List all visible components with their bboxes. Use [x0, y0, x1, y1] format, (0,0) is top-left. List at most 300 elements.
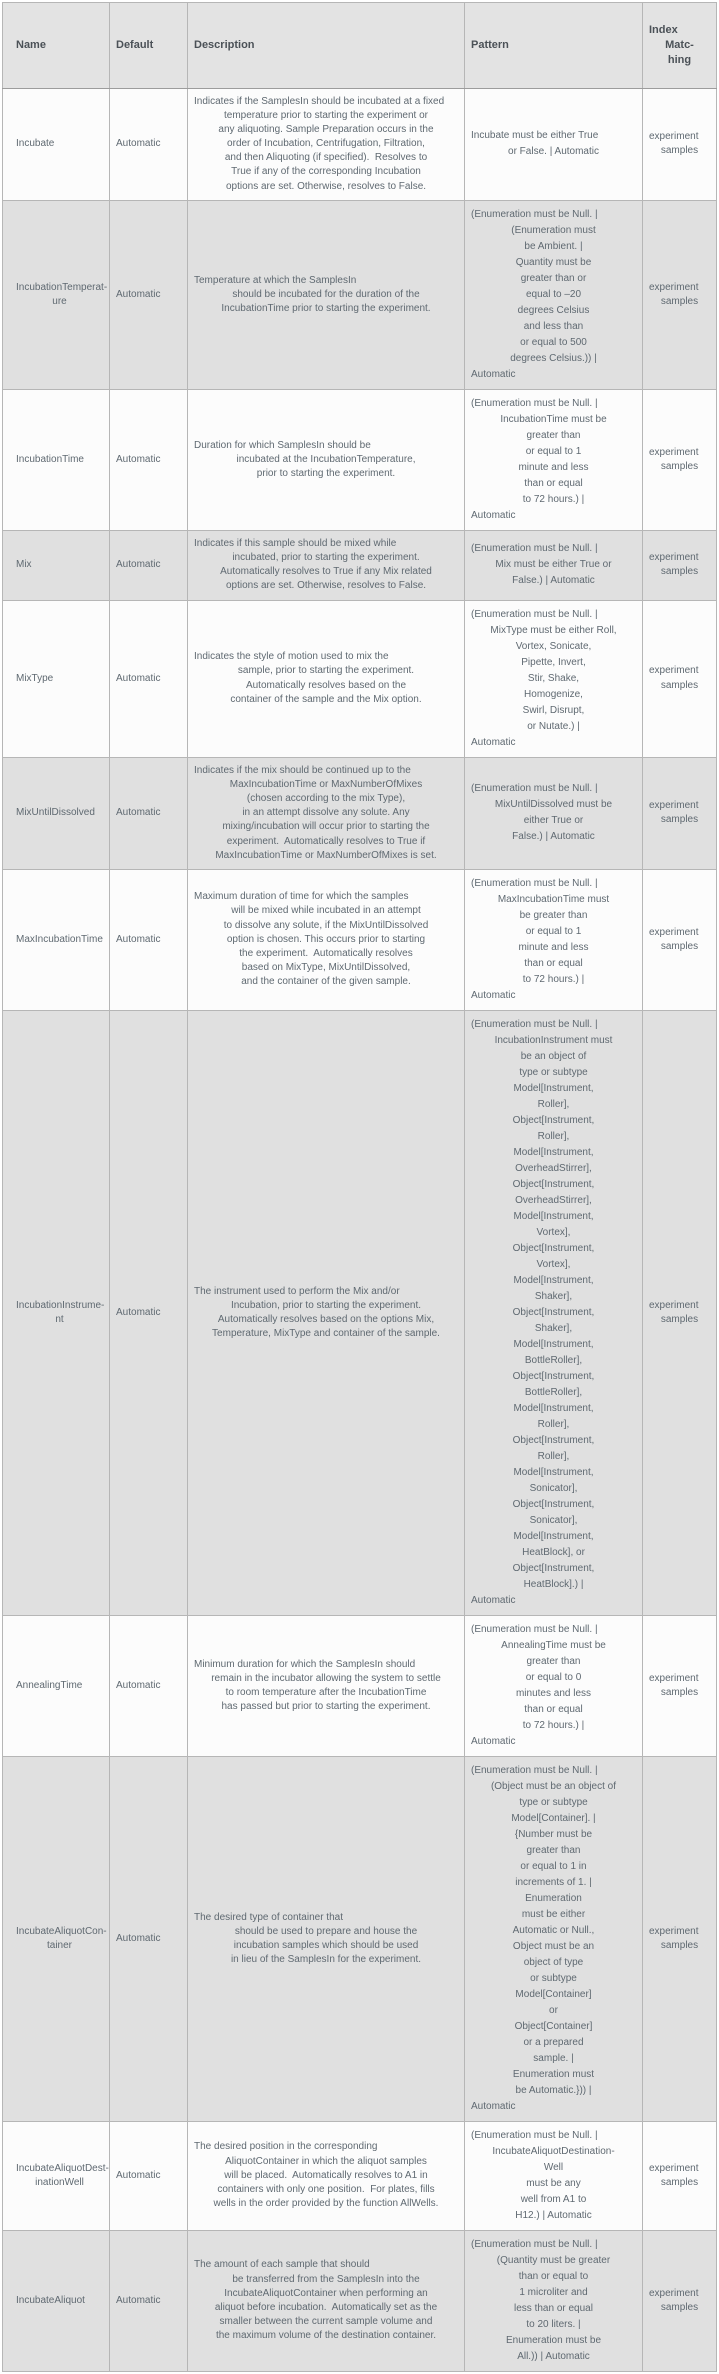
text-line: Roller],: [537, 1130, 570, 1142]
header-pattern: [465, 3, 643, 89]
text-line: Automatic: [471, 2100, 516, 2112]
header-name: [3, 3, 110, 89]
text-line: Automatic: [471, 1735, 516, 1747]
text-line: Automatic: [116, 1932, 161, 1944]
text-line: container of the sample and the Mix option.: [230, 693, 422, 705]
description-cell: [188, 88, 465, 200]
table-row: [3, 88, 717, 200]
text-line: or equal to 1 in: [520, 1860, 587, 1872]
text-line: experiment: [649, 2162, 699, 2174]
text-line: tainer: [46, 1939, 72, 1951]
text-line: Model[Instrument,: [513, 1210, 594, 1222]
text-line: than or equal: [524, 477, 583, 489]
text-line: Enumeration must be: [505, 2334, 602, 2346]
text-line: be an object of: [520, 1050, 587, 1062]
table-body: [3, 88, 717, 2371]
text-line: Object[Instrument,: [512, 1306, 595, 1318]
text-line: Sonicator],: [529, 1482, 578, 1494]
text-line: object of type: [523, 1956, 584, 1968]
text-line: BottleRoller],: [524, 1354, 583, 1366]
text-line: be Automatic.})) |: [515, 2084, 592, 2096]
text-line: to dissolve any solute, if the MixUntilDissolved: [223, 919, 429, 931]
description-cell: [188, 1010, 465, 1615]
text-line: Automatic: [471, 368, 516, 380]
text-line: MaxIncubationTime: [16, 933, 103, 945]
index-matching-cell: [643, 200, 717, 389]
text-line: any aliquoting. Sample Preparation occurs in the: [218, 123, 434, 135]
text-line: degrees Celsius.)) |: [510, 352, 597, 364]
text-line: experiment: [649, 1672, 699, 1684]
index-matching-cell: [643, 1010, 717, 1615]
text-line: the experiment. Automatically resolves: [239, 948, 413, 959]
text-line: Automatic: [116, 453, 161, 465]
option-name-cell: [3, 1615, 110, 1756]
text-line: sample, prior to starting the experiment.: [237, 665, 415, 677]
text-line: The desired position in the corresponding: [194, 2141, 378, 2153]
text-line: Model[Instrument,: [513, 1530, 594, 1542]
text-line: Stir, Shake,: [527, 672, 580, 684]
text-line: Object[Instrument,: [512, 1562, 595, 1574]
text-line: Object[Instrument,: [512, 1498, 595, 1510]
text-line: All.)) | Automatic: [517, 2350, 590, 2362]
text-line: Automatic: [116, 807, 161, 819]
default-value-cell: [110, 200, 188, 389]
text-line: (Enumeration must be Null. |: [471, 783, 598, 795]
text-line: sample. |: [533, 2052, 574, 2064]
description-cell: [188, 1756, 465, 2121]
text-line: Temperature at which the SamplesIn: [194, 274, 357, 286]
text-line: the maximum volume of the destination container.: [215, 2330, 437, 2342]
text-line: (Object must be an object of: [490, 1780, 617, 1792]
text-line: Incubation, prior to starting the experiment.: [230, 1299, 422, 1311]
text-line: MaxIncubationTime must: [497, 893, 610, 905]
text-line: (Enumeration must be Null. |: [471, 397, 598, 409]
text-line: HeatBlock].) |: [523, 1578, 584, 1590]
text-line: Enumeration: [525, 1892, 582, 1904]
text-line: AnnealingTime must be: [501, 1639, 606, 1651]
option-name-cell: [3, 757, 110, 869]
text-line: Duration for which SamplesIn should be: [194, 439, 371, 451]
text-line: experiment: [649, 926, 699, 938]
text-line: samples: [660, 814, 699, 826]
text-line: (Quantity must be greater: [496, 2254, 611, 2266]
text-line: order of Incubation, Centrifugation, Filtration,: [227, 138, 425, 150]
text-line: aliquot before incubation. Automatically set as the: [214, 2301, 438, 2313]
text-line: experiment: [649, 1299, 699, 1311]
option-name-cell: [3, 600, 110, 757]
text-line: Automatic: [116, 1306, 161, 1318]
text-line: Model[Container]. |: [511, 1812, 596, 1824]
default-value-cell: [110, 2121, 188, 2230]
text-line: samples: [660, 1686, 699, 1698]
default-value-cell: [110, 600, 188, 757]
text-line: IncubationInstrume-: [16, 1299, 105, 1311]
text-line: Name: [16, 38, 46, 51]
table-row: [3, 757, 717, 869]
pattern-cell: [465, 88, 643, 200]
text-line: greater than: [526, 1844, 581, 1856]
text-line: (Enumeration must be Null. |: [471, 2238, 598, 2250]
text-line: and then Aliquoting (if specified). Resolves to: [224, 152, 428, 164]
text-line: Automatic or Null.,: [512, 1924, 595, 1936]
table-row: [3, 530, 717, 600]
text-line: samples: [660, 1939, 699, 1951]
text-line: OverheadStirrer],: [515, 1194, 592, 1206]
index-matching-cell: [643, 2230, 717, 2371]
text-line: OverheadStirrer],: [515, 1162, 592, 1174]
text-line: mixing/incubation will occur prior to starting the: [222, 821, 430, 833]
text-line: and less than: [523, 320, 584, 332]
text-line: Automatic: [116, 2294, 161, 2306]
text-line: False.) | Automatic: [512, 575, 595, 587]
text-line: or equal to 500: [520, 336, 587, 348]
text-line: Roller],: [537, 1418, 570, 1430]
pattern-cell: [465, 757, 643, 869]
text-line: Model[Instrument,: [513, 1274, 594, 1286]
text-line: (Enumeration must be Null. |: [471, 1764, 598, 1776]
text-line: IncubationTime: [16, 453, 84, 465]
text-line: Automatic: [471, 736, 516, 748]
text-line: be transferred from the SamplesIn into the: [232, 2273, 420, 2285]
text-line: IncubationTemperat-: [16, 281, 108, 293]
text-line: MixType: [16, 672, 54, 684]
text-line: samples: [660, 1313, 699, 1325]
index-matching-cell: [643, 1615, 717, 1756]
text-line: hing: [667, 53, 692, 66]
index-matching-cell: [643, 530, 717, 600]
text-line: samples: [660, 460, 699, 472]
text-line: MixUntilDissolved: [16, 807, 95, 819]
text-line: or Nutate.) |: [527, 720, 580, 732]
text-line: to 72 hours.) |: [522, 493, 585, 505]
text-line: to 72 hours.) |: [522, 973, 585, 985]
text-line: Model[Instrument,: [513, 1146, 594, 1158]
table-row: [3, 2230, 717, 2371]
text-line: increments of 1. |: [515, 1876, 592, 1888]
text-line: type or subtype: [519, 1066, 588, 1078]
text-line: Pattern: [471, 38, 509, 51]
text-line: to 72 hours.) |: [522, 1719, 585, 1731]
text-line: Object[Instrument,: [512, 1370, 595, 1382]
text-line: Mix must be either True or: [495, 559, 612, 571]
table-row: [3, 1010, 717, 1615]
text-line: (Enumeration must be Null. |: [471, 2129, 598, 2141]
text-line: (Enumeration must be Null. |: [471, 877, 598, 889]
text-line: wells in the order provided by the function AllWells.: [213, 2198, 439, 2210]
text-line: IncubationTime must be: [500, 413, 607, 425]
text-line: samples: [660, 2176, 699, 2188]
description-cell: [188, 600, 465, 757]
text-line: Automatic: [116, 288, 161, 300]
text-line: in lieu of the SamplesIn for the experiment.: [230, 1954, 422, 1966]
text-line: experiment: [649, 665, 699, 677]
text-line: incubated, prior to starting the experiment.: [232, 552, 420, 564]
text-line: should be incubated for the duration of the: [232, 288, 420, 300]
description-cell: [188, 530, 465, 600]
text-line: samples: [660, 566, 699, 578]
text-line: Automatic: [116, 138, 161, 150]
text-line: Automatically resolves based on the: [245, 679, 407, 691]
table-row: [3, 869, 717, 1010]
description-cell: [188, 869, 465, 1010]
pattern-cell: [465, 600, 643, 757]
text-line: Minimum duration for which the SamplesIn should: [194, 1658, 416, 1670]
text-line: Model[Instrument,: [513, 1082, 594, 1094]
default-value-cell: [110, 2230, 188, 2371]
text-line: The desired type of container that: [194, 1911, 343, 1923]
text-line: experiment: [649, 800, 699, 812]
option-name-cell: [3, 1010, 110, 1615]
text-line: and the container of the given sample.: [241, 976, 411, 988]
text-line: Well: [543, 2161, 564, 2173]
text-line: (Enumeration must be Null. |: [471, 608, 598, 620]
text-line: Maximum duration of time for which the samples: [194, 891, 409, 903]
text-line: options are set. Otherwise, resolves to False.: [225, 580, 427, 592]
text-line: Homogenize,: [524, 688, 583, 700]
text-line: be greater than: [519, 909, 588, 921]
text-line: type or subtype: [519, 1796, 588, 1808]
text-line: greater than or: [520, 272, 587, 284]
text-line: be Ambient. |: [524, 240, 583, 252]
table-row: [3, 1756, 717, 2121]
option-name-cell: [3, 389, 110, 530]
text-line: will be mixed while incubated in an attempt: [231, 905, 421, 917]
index-matching-cell: [643, 88, 717, 200]
text-line: or equal to 1: [525, 445, 582, 457]
text-line: must be any: [526, 2177, 581, 2189]
text-line: Automatic: [116, 2169, 161, 2181]
option-name-cell: [3, 530, 110, 600]
text-line: or equal to 1: [525, 925, 582, 937]
text-line: samples: [660, 295, 699, 307]
table-row: [3, 1615, 717, 1756]
text-line: incubated at the IncubationTemperature,: [236, 453, 416, 465]
text-line: Roller],: [537, 1450, 570, 1462]
text-line: H12.) | Automatic: [515, 2209, 592, 2221]
text-line: degrees Celsius: [517, 304, 590, 316]
text-line: or subtype: [530, 1972, 577, 1984]
text-line: than or equal: [524, 1703, 583, 1715]
description-cell: [188, 200, 465, 389]
text-line: or: [549, 2004, 558, 2016]
index-matching-cell: [643, 2121, 717, 2230]
header-default: [110, 3, 188, 89]
text-line: Mix: [16, 559, 32, 571]
text-line: incubation samples which should be used: [233, 1939, 419, 1951]
default-value-cell: [110, 389, 188, 530]
text-line: well from A1 to: [520, 2193, 587, 2205]
text-line: (Enumeration must: [511, 224, 596, 236]
text-line: prior to starting the experiment.: [256, 467, 396, 479]
table-row: [3, 600, 717, 757]
text-line: samples: [660, 940, 699, 952]
text-line: or False. | Automatic: [508, 146, 599, 158]
description-cell: [188, 2230, 465, 2371]
text-line: has passed but prior to starting the experiment.: [221, 1701, 431, 1713]
text-line: IncubateAliquotContainer when performing an: [224, 2287, 428, 2299]
text-line: IncubateAliquot: [16, 2294, 85, 2306]
text-line: IncubationTime prior to starting the experiment.: [221, 302, 431, 314]
text-line: Automatically resolves to True if any Mix related: [220, 566, 432, 578]
text-line: than or equal: [524, 957, 583, 969]
text-line: Pipette, Invert,: [521, 656, 586, 668]
header-index-matching: [643, 3, 717, 89]
text-line: (Enumeration must be Null. |: [471, 543, 598, 555]
text-line: experiment: [649, 131, 699, 142]
text-line: either True or: [523, 815, 584, 827]
text-line: Object[Instrument,: [512, 1434, 595, 1446]
option-name-cell: [3, 1756, 110, 2121]
default-value-cell: [110, 88, 188, 200]
text-line: minutes and less: [515, 1687, 592, 1699]
description-cell: [188, 757, 465, 869]
option-name-cell: [3, 88, 110, 200]
text-line: experiment: [649, 446, 699, 458]
text-line: (Enumeration must be Null. |: [471, 208, 598, 220]
text-line: Swirl, Disrupt,: [522, 704, 585, 716]
text-line: Automatic: [471, 509, 516, 521]
text-line: Object[Container]: [514, 2020, 593, 2032]
text-line: samples: [660, 679, 699, 691]
text-line: Vortex],: [536, 1258, 571, 1270]
text-line: Indicates if the SamplesIn should be incubated at a fixed: [194, 95, 445, 107]
text-line: IncubateAliquotCon-: [16, 1925, 107, 1937]
text-line: (chosen according to the mix Type),: [246, 792, 406, 804]
pattern-cell: [465, 869, 643, 1010]
text-line: Automatic: [116, 933, 161, 945]
option-name-cell: [3, 869, 110, 1010]
table-row: [3, 2121, 717, 2230]
index-matching-cell: [643, 1756, 717, 2121]
default-value-cell: [110, 1010, 188, 1615]
text-line: (Enumeration must be Null. |: [471, 1018, 598, 1030]
text-line: minute and less: [518, 941, 589, 953]
text-line: (Enumeration must be Null. |: [471, 1623, 598, 1635]
text-line: 1 microliter and: [519, 2286, 588, 2298]
text-line: Shaker],: [534, 1290, 573, 1302]
text-line: Quantity must be: [515, 256, 592, 268]
text-line: Model[Container]: [515, 1988, 592, 2000]
index-matching-cell: [643, 757, 717, 869]
text-line: MaxIncubationTime or MaxNumberOfMixes: [229, 778, 423, 790]
pattern-cell: [465, 2121, 643, 2230]
text-line: samples: [660, 2301, 699, 2313]
text-line: Index: [649, 24, 678, 36]
text-line: MaxIncubationTime or MaxNumberOfMixes is set.: [215, 849, 437, 861]
text-line: BottleRoller],: [524, 1386, 583, 1398]
text-line: Indicates the style of motion used to mix the: [194, 651, 389, 663]
description-cell: [188, 389, 465, 530]
text-line: Object[Instrument,: [512, 1242, 595, 1254]
text-line: to 20 liters. |: [526, 2318, 581, 2330]
option-name-cell: [3, 2121, 110, 2230]
text-line: experiment: [649, 2287, 699, 2299]
text-line: Incubate: [16, 138, 55, 150]
text-line: nt: [55, 1313, 64, 1325]
text-line: than or equal to: [518, 2270, 589, 2282]
index-matching-cell: [643, 600, 717, 757]
text-line: HeatBlock], or: [522, 1546, 585, 1558]
table-row: [3, 389, 717, 530]
text-line: Automatic: [471, 1594, 516, 1606]
pattern-cell: [465, 530, 643, 600]
text-line: Temperature, MixType and container of the sample.: [212, 1328, 440, 1340]
text-line: Automatically resolves based on the options Mix,: [217, 1313, 435, 1325]
text-line: should be used to prepare and house the: [234, 1925, 418, 1937]
text-line: or a prepared: [523, 2036, 584, 2048]
text-line: Object[Instrument,: [512, 1114, 595, 1126]
text-line: Automatic: [116, 559, 161, 571]
index-matching-cell: [643, 869, 717, 1010]
text-line: Model[Instrument,: [513, 1338, 594, 1350]
option-name-cell: [3, 2230, 110, 2371]
text-line: equal to –20: [525, 288, 582, 300]
text-line: ure: [52, 295, 67, 307]
pattern-cell: [465, 200, 643, 389]
text-line: experiment: [649, 552, 699, 564]
text-line: greater than: [526, 429, 581, 441]
text-line: IncubationInstrument must: [494, 1034, 613, 1046]
pattern-cell: [465, 1010, 643, 1615]
text-line: Description: [194, 38, 255, 51]
text-line: Automatic: [471, 989, 516, 1001]
text-line: samples: [660, 145, 699, 157]
description-cell: [188, 1615, 465, 1756]
text-line: MixUntilDissolved must be: [494, 799, 613, 811]
text-line: will be placed. Automatically resolves to A1 in: [224, 2169, 428, 2181]
text-line: MixType must be either Roll,: [490, 624, 617, 636]
text-line: or equal to 0: [525, 1671, 582, 1683]
text-line: Model[Instrument,: [513, 1466, 594, 1478]
text-line: minute and less: [518, 461, 589, 473]
index-matching-cell: [643, 389, 717, 530]
text-line: Sonicator],: [529, 1514, 578, 1526]
default-value-cell: [110, 757, 188, 869]
header-row: [3, 3, 717, 89]
text-line: temperature prior to starting the experiment or: [224, 109, 428, 121]
text-line: Model[Instrument,: [513, 1402, 594, 1414]
text-line: Indicates if this sample should be mixed while: [194, 537, 397, 549]
text-line: Enumeration must: [512, 2068, 595, 2080]
text-line: AnnealingTime: [16, 1679, 83, 1691]
text-line: Incubate must be either True: [471, 130, 599, 142]
text-line: Default: [116, 38, 154, 51]
text-line: remain in the incubator allowing the system to settle: [211, 1672, 441, 1684]
default-value-cell: [110, 530, 188, 600]
pattern-cell: [465, 2230, 643, 2371]
option-name-cell: [3, 200, 110, 389]
text-line: to room temperature after the IncubationTime: [225, 1686, 427, 1698]
pattern-cell: [465, 1756, 643, 2121]
text-line: smaller between the current sample volume and: [219, 2316, 433, 2328]
text-line: based on MixType, MixUntilDissolved,: [241, 962, 411, 974]
text-line: Automatic: [116, 672, 161, 684]
text-line: Vortex, Sonicate,: [515, 640, 592, 652]
pattern-cell: [465, 1615, 643, 1756]
text-line: AliquotContainer in which the aliquot samples: [225, 2155, 427, 2167]
text-line: must be either: [521, 1908, 586, 1920]
text-line: inationWell: [35, 2176, 84, 2188]
description-cell: [188, 2121, 465, 2230]
text-line: Indicates if the mix should be continued up to the: [194, 764, 411, 776]
text-line: IncubateAliquotDest-: [16, 2162, 109, 2174]
text-line: Vortex],: [536, 1226, 571, 1238]
text-line: experiment: [649, 281, 699, 293]
text-line: Object must be an: [512, 1940, 595, 1952]
text-line: {Number must be: [514, 1828, 593, 1840]
text-line: in an attempt dissolve any solute. Any: [242, 807, 410, 819]
text-line: False.) | Automatic: [512, 831, 595, 843]
